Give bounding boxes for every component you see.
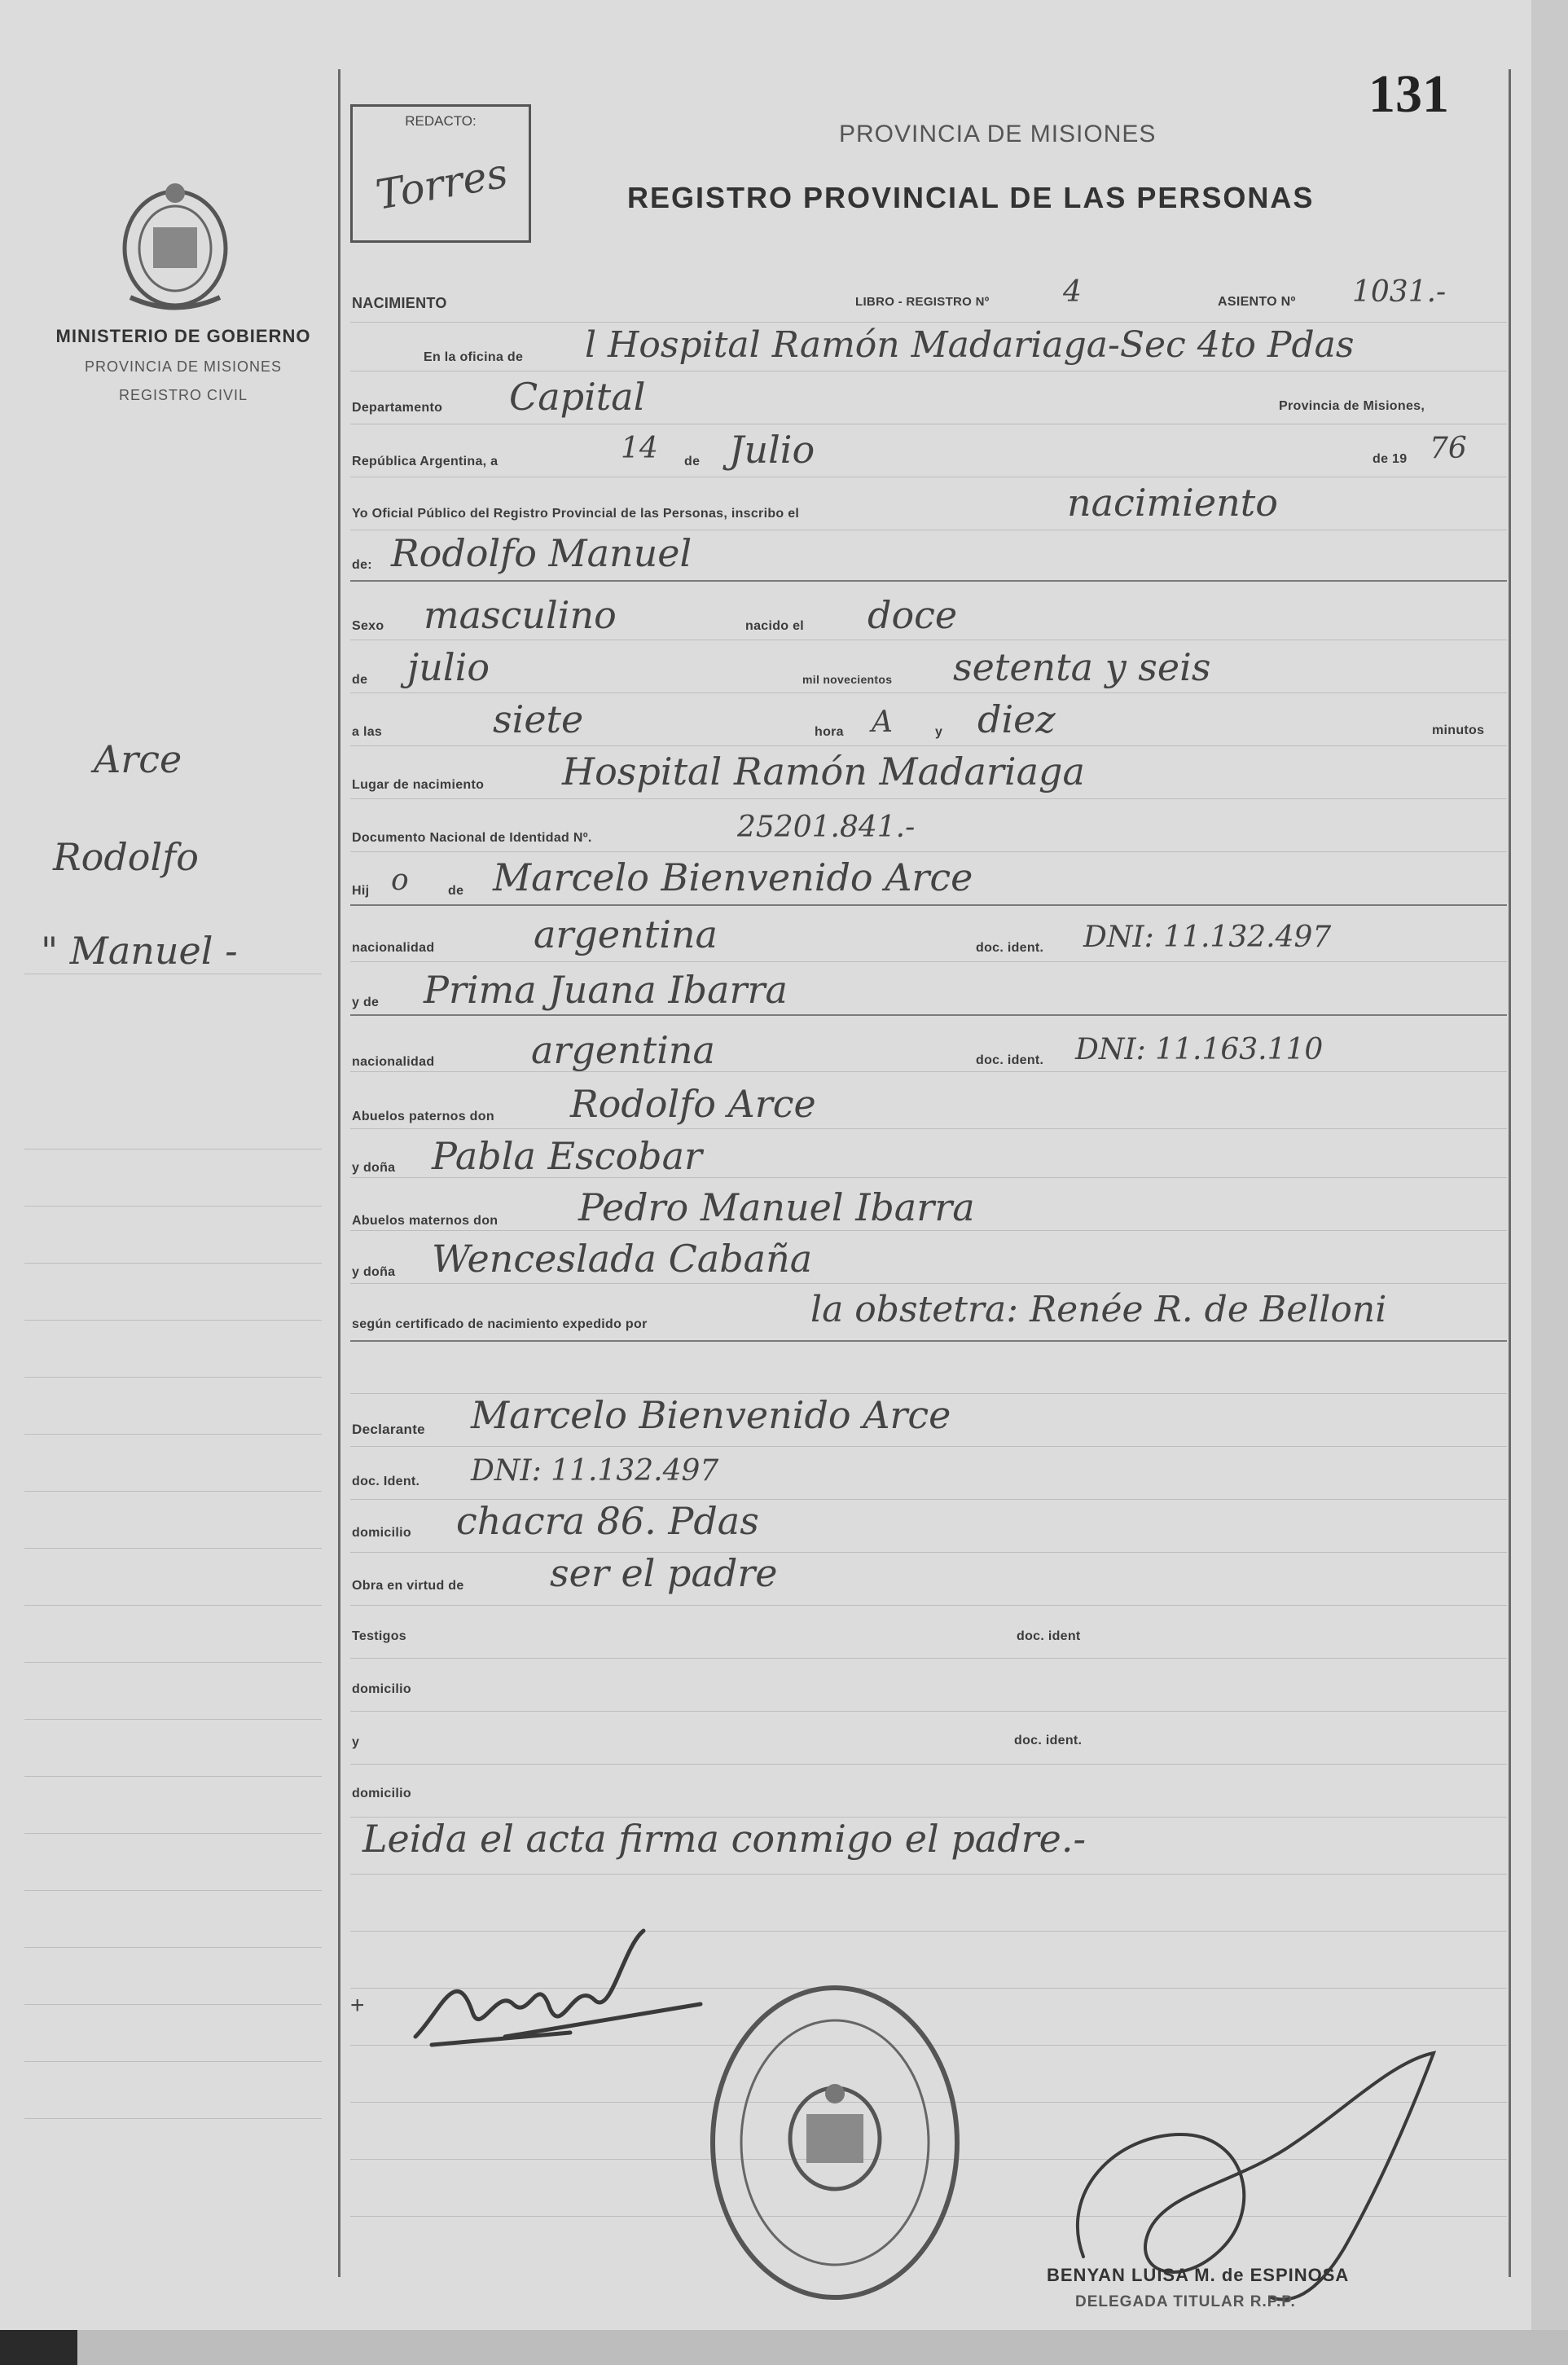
year-label: de 19 bbox=[1373, 452, 1408, 466]
testigos-label: Testigos bbox=[352, 1629, 407, 1643]
lugar-value: Hospital Ramón Madariaga bbox=[562, 750, 1085, 793]
hora-value: siete bbox=[493, 697, 584, 741]
inscription-month: Julio bbox=[729, 428, 815, 472]
hora-extra: A bbox=[872, 706, 893, 739]
ruled-line bbox=[24, 1377, 322, 1378]
signer-title: DELEGADA TITULAR R.P.P. bbox=[1075, 2293, 1296, 2310]
record-type-label: NACIMIENTO bbox=[352, 295, 447, 311]
ruled-line bbox=[24, 1719, 322, 1720]
yde-label: y de bbox=[352, 996, 380, 1009]
margin-rule bbox=[338, 69, 340, 2277]
sexo-value: masculino bbox=[424, 593, 617, 637]
redacto-box bbox=[350, 104, 531, 243]
lugar-label: Lugar de nacimiento bbox=[352, 778, 485, 792]
ruled-line bbox=[350, 1552, 1507, 1553]
ruled-line bbox=[350, 1711, 1507, 1712]
oficina-label: En la oficina de bbox=[424, 350, 524, 364]
segun-label: según certificado de nacimiento expedido por bbox=[352, 1317, 648, 1331]
mother-nationality: argentina bbox=[531, 1028, 715, 1072]
ruled-line bbox=[350, 904, 1507, 906]
ministry-block bbox=[49, 326, 318, 404]
signer-name: BENYAN LUISA M. de ESPINOSA bbox=[1047, 2265, 1350, 2285]
libro-label: LIBRO - REGISTRO Nº bbox=[855, 295, 990, 309]
declarant-signature bbox=[407, 1914, 717, 2077]
ruled-line bbox=[24, 1890, 322, 1891]
sexo-label: Sexo bbox=[352, 619, 384, 633]
mother-doc: DNI: 11.163.110 bbox=[1075, 1033, 1324, 1066]
asiento-value: 1031.- bbox=[1352, 275, 1447, 309]
ruled-line bbox=[24, 1662, 322, 1663]
oficial-value: nacimiento bbox=[1067, 481, 1278, 525]
de3-label: de bbox=[448, 884, 464, 898]
father-name: Marcelo Bienvenido Arce bbox=[493, 855, 973, 899]
ruled-line bbox=[24, 1206, 322, 1207]
dni-label: Documento Nacional de Identidad Nº. bbox=[352, 831, 592, 845]
obra-value: ser el padre bbox=[550, 1551, 778, 1595]
madre-nacionalidad-label: nacionalidad bbox=[352, 1055, 435, 1069]
oficial-label: Yo Oficial Público del Registro Provincial de las Personas, inscribo el bbox=[352, 507, 800, 521]
ruled-line bbox=[350, 1230, 1507, 1231]
oficina-value: l Hospital Ramón Madariaga-Sec 4to Pdas bbox=[585, 324, 1355, 366]
margin-first-name: Rodolfo bbox=[53, 835, 199, 879]
ministry-province: PROVINCIA DE MISIONES bbox=[84, 358, 283, 375]
paternal-grandmother: Pabla Escobar bbox=[432, 1134, 703, 1178]
registry-stamp bbox=[696, 1972, 973, 2314]
padre-doc-label: doc. ident. bbox=[976, 941, 1044, 955]
testigo-y-label: y bbox=[352, 1735, 360, 1749]
minutos-label: minutos bbox=[1432, 723, 1485, 737]
ruled-line bbox=[350, 1605, 1507, 1606]
ruled-line bbox=[24, 2004, 322, 2005]
page-number: 131 bbox=[1368, 64, 1449, 124]
redacto-name: Torres bbox=[372, 149, 512, 219]
closing-note: Leida el acta firma conmigo el padre.- bbox=[362, 1817, 1087, 1861]
coat-of-arms-seal bbox=[114, 175, 236, 314]
domicilio-label: domicilio bbox=[352, 1526, 411, 1540]
registry-title: REGISTRO PROVINCIAL DE LAS PERSONAS bbox=[627, 181, 1315, 214]
inscription-day: 14 bbox=[621, 432, 658, 465]
ruled-line bbox=[350, 1283, 1507, 1284]
ruled-line bbox=[24, 1776, 322, 1777]
birth-year: setenta y seis bbox=[953, 645, 1211, 689]
ruled-line bbox=[24, 1548, 322, 1549]
ministry-registry: REGISTRO CIVIL bbox=[118, 387, 248, 403]
father-doc: DNI: 11.132.497 bbox=[1083, 921, 1332, 954]
decl-doc-value: DNI: 11.132.497 bbox=[471, 1454, 719, 1488]
obra-label: Obra en virtud de bbox=[352, 1579, 464, 1593]
paternal-grandfather: Rodolfo Arce bbox=[570, 1082, 816, 1126]
ruled-line bbox=[350, 1128, 1507, 1129]
testigo2-doc-label: doc. ident. bbox=[1014, 1734, 1083, 1747]
ruled-line bbox=[350, 1658, 1507, 1659]
page-bottom-edge bbox=[0, 2330, 1568, 2365]
ruled-line bbox=[24, 1491, 322, 1492]
testigo2-domicilio-label: domicilio bbox=[352, 1787, 411, 1800]
ruled-line bbox=[350, 1764, 1507, 1765]
ruled-line bbox=[24, 1149, 322, 1150]
ruled-line bbox=[350, 1014, 1507, 1016]
right-rule bbox=[1509, 69, 1511, 2277]
ruled-line bbox=[24, 1434, 322, 1435]
margin-surname: Arce bbox=[94, 737, 182, 781]
inscription-year: 76 bbox=[1430, 432, 1467, 465]
madre-doc-label: doc. ident. bbox=[976, 1053, 1044, 1067]
father-nationality: argentina bbox=[534, 912, 718, 956]
hijo-label: Hij bbox=[352, 884, 370, 898]
province-heading: PROVINCIA DE MISIONES bbox=[839, 121, 1157, 147]
minutos-value: diez bbox=[977, 697, 1056, 741]
segun-value: la obstetra: Renée R. de Belloni bbox=[810, 1289, 1387, 1330]
cross-mark: + bbox=[350, 1992, 365, 2019]
margin-second-name: " Manuel - bbox=[41, 929, 238, 973]
alas-label: a las bbox=[352, 725, 383, 739]
departamento-value: Capital bbox=[509, 375, 646, 419]
ruled-line bbox=[350, 322, 1507, 323]
person-name: Rodolfo Manuel bbox=[391, 531, 692, 575]
ruled-line bbox=[24, 1320, 322, 1321]
nacido-label: nacido el bbox=[745, 619, 805, 633]
ruled-line bbox=[24, 2118, 322, 2119]
ydona-paterna-label: y doña bbox=[352, 1161, 396, 1175]
padre-nacionalidad-label: nacionalidad bbox=[352, 941, 435, 955]
y-label: y bbox=[935, 725, 943, 739]
libro-value: 4 bbox=[1063, 275, 1082, 309]
departamento-label: Departamento bbox=[352, 401, 443, 415]
testigos-doc-label: doc. ident bbox=[1017, 1629, 1081, 1643]
maternal-grandfather: Pedro Manuel Ibarra bbox=[578, 1185, 975, 1229]
birth-month: julio bbox=[407, 645, 490, 689]
ruled-line bbox=[350, 1446, 1507, 1447]
nacido-value: doce bbox=[867, 593, 958, 637]
testigo1-domicilio-label: domicilio bbox=[352, 1682, 411, 1696]
ruled-line bbox=[24, 1263, 322, 1264]
ruled-line bbox=[350, 580, 1507, 582]
declarante-label: Declarante bbox=[352, 1422, 425, 1437]
ruled-line bbox=[350, 798, 1507, 799]
ruled-line bbox=[350, 1874, 1507, 1875]
domicilio-value: chacra 86. Pdas bbox=[456, 1499, 759, 1543]
ruled-line bbox=[24, 1605, 322, 1606]
ruled-line bbox=[24, 2061, 322, 2062]
ruled-line bbox=[350, 1340, 1507, 1342]
ydona-materna-label: y doña bbox=[352, 1265, 396, 1279]
ruled-line bbox=[350, 1071, 1507, 1072]
ruled-line bbox=[350, 851, 1507, 852]
abuelos-maternos-label: Abuelos maternos don bbox=[352, 1214, 499, 1228]
maternal-grandmother: Wenceslada Cabaña bbox=[432, 1237, 813, 1281]
scan-shadow bbox=[0, 2330, 77, 2365]
de-label: de bbox=[684, 455, 701, 468]
decl-doc-label: doc. Ident. bbox=[352, 1475, 420, 1488]
dni-value: 25201.841.- bbox=[737, 811, 916, 844]
provincia-label: Provincia de Misiones, bbox=[1279, 399, 1425, 413]
mother-name: Prima Juana Ibarra bbox=[424, 968, 788, 1012]
ruled-line bbox=[350, 745, 1507, 746]
hijo-suffix: o bbox=[391, 864, 409, 897]
mil-label: mil novecientos bbox=[802, 673, 893, 686]
de2-label: de bbox=[352, 673, 368, 687]
declarante-value: Marcelo Bienvenido Arce bbox=[471, 1393, 951, 1437]
redacto-label: REDACTO: bbox=[405, 113, 477, 129]
page-edge bbox=[1531, 0, 1568, 2365]
asiento-label: ASIENTO Nº bbox=[1218, 295, 1296, 309]
ministry-name: MINISTERIO DE GOBIERNO bbox=[55, 326, 311, 346]
abuelos-paternos-label: Abuelos paternos don bbox=[352, 1110, 494, 1123]
ruled-line bbox=[350, 692, 1507, 693]
ruled-line bbox=[350, 961, 1507, 962]
de-person-label: de: bbox=[352, 558, 372, 572]
ruled-line bbox=[24, 1947, 322, 1948]
ruled-line bbox=[24, 1833, 322, 1834]
hora-label: hora bbox=[815, 725, 844, 739]
republica-label: República Argentina, a bbox=[352, 455, 499, 468]
